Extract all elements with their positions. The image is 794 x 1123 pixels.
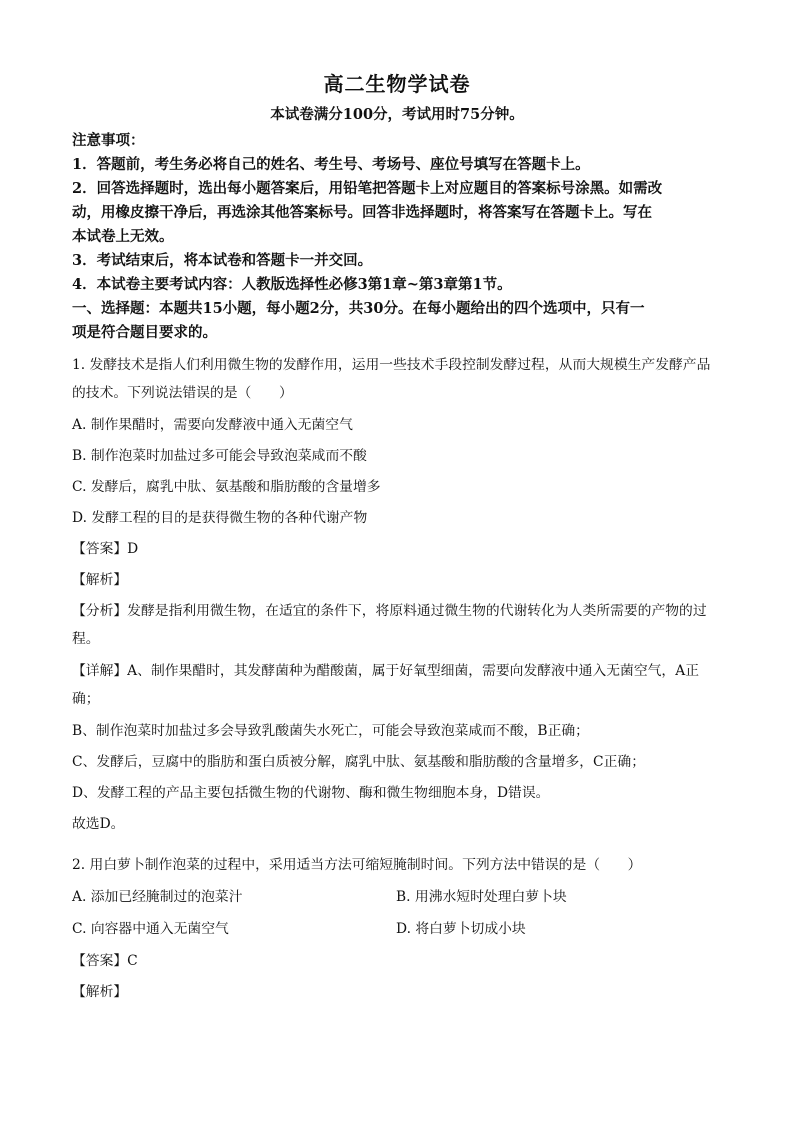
q2-answer: 【答案】C	[72, 953, 138, 969]
q1-fenxi-line-2: 程。	[72, 631, 100, 647]
q1-conclusion: 故选D。	[72, 816, 125, 832]
q2-option-c: C. 向容器中通入无菌空气	[72, 921, 229, 937]
q1-detail-d: D、发酵工程的产品主要包括微生物的代谢物、酶和微生物细胞本身，D错误。	[72, 785, 550, 801]
q1-option-d: D. 发酵工程的目的是获得微生物的各种代谢产物	[72, 510, 368, 526]
q2-stem: 2. 用白萝卜制作泡菜的过程中，采用适当方法可缩短腌制时间。下列方法中错误的是（ ）	[72, 857, 642, 873]
q1-detail-b: B、制作泡菜时加盐过多会导致乳酸菌失水死亡，可能会导致泡菜咸而不酸，B正确；	[72, 723, 589, 739]
q2-option-a: A. 添加已经腌制过的泡菜汁	[72, 889, 243, 905]
q1-option-b: B. 制作泡菜时加盐过多可能会导致泡菜咸而不酸	[72, 448, 367, 464]
section-1-line-2: 项是符合题目要求的。	[72, 324, 217, 341]
q1-fenxi-line-1: 【分析】发酵是指利用微生物，在适宜的条件下，将原料通过微生物的代谢转化为人类所需要的产物的过	[72, 603, 707, 619]
section-1-line-1: 一、选择题：本题共15小题，每小题2分，共30分。在每小题给出的四个选项中，只有一	[72, 300, 645, 317]
notice-section	[72, 130, 724, 344]
q2-analysis-label: 【解析】	[72, 984, 128, 1000]
question-1	[72, 352, 724, 837]
notice-item-2-line-1: 2．回答选择题时，选出每小题答案后，用铅笔把答题卡上对应题目的答案标号涂黑。如需改	[72, 180, 663, 197]
q1-option-c: C. 发酵后，腐乳中肽、氨基酸和脂肪酸的含量增多	[72, 479, 381, 495]
q2-option-b: B. 用沸水短时处理白萝卜块	[396, 889, 567, 905]
page-title: 高二生物学试卷	[323, 72, 471, 96]
notice-item-2-line-2: 动，用橡皮擦干净后，再选涂其他答案标号。回答非选择题时，将答案写在答题卡上。写在	[72, 204, 652, 221]
notice-item-1: 1．答题前，考生务必将自己的姓名、考生号、考场号、座位号填写在答题卡上。	[72, 156, 590, 173]
q1-detail-c: C、发酵后，豆腐中的脂肪和蛋白质被分解，腐乳中肽、氨基酸和脂肪酸的含量增多，C正确；	[72, 754, 645, 770]
notice-item-3: 3．考试结束后，将本试卷和答题卡一并交回。	[72, 252, 373, 269]
q1-option-a: A. 制作果醋时，需要向发酵液中通入无菌空气	[72, 417, 353, 433]
notice-heading: 注意事项：	[72, 132, 145, 149]
q1-analysis-label: 【解析】	[72, 572, 128, 588]
q1-detail-line-2: 确；	[72, 691, 100, 707]
notice-item-4: 4．本试卷主要考试内容：人教版选择性必修3第1章~第3章第1节。	[72, 276, 512, 293]
q1-answer: 【答案】D	[72, 541, 139, 557]
q2-option-d: D. 将白萝卜切成小块	[396, 921, 526, 937]
q1-stem-line-1: 1. 发酵技术是指人们利用微生物的发酵作用，运用一些技术手段控制发酵过程，从而大规模生产发酵产品	[72, 357, 711, 373]
q1-detail-line-1: 【详解】A、制作果醋时，其发酵菌种为醋酸菌，属于好氧型细菌，需要向发酵液中通入无菌空气，A正	[72, 663, 699, 679]
q1-stem-line-2: 的技术。下列说法错误的是（ ）	[72, 385, 293, 401]
exam-subtitle: 本试卷满分100分，考试用时75分钟。	[270, 106, 524, 123]
notice-item-2-line-3: 本试卷上无效。	[72, 228, 174, 245]
